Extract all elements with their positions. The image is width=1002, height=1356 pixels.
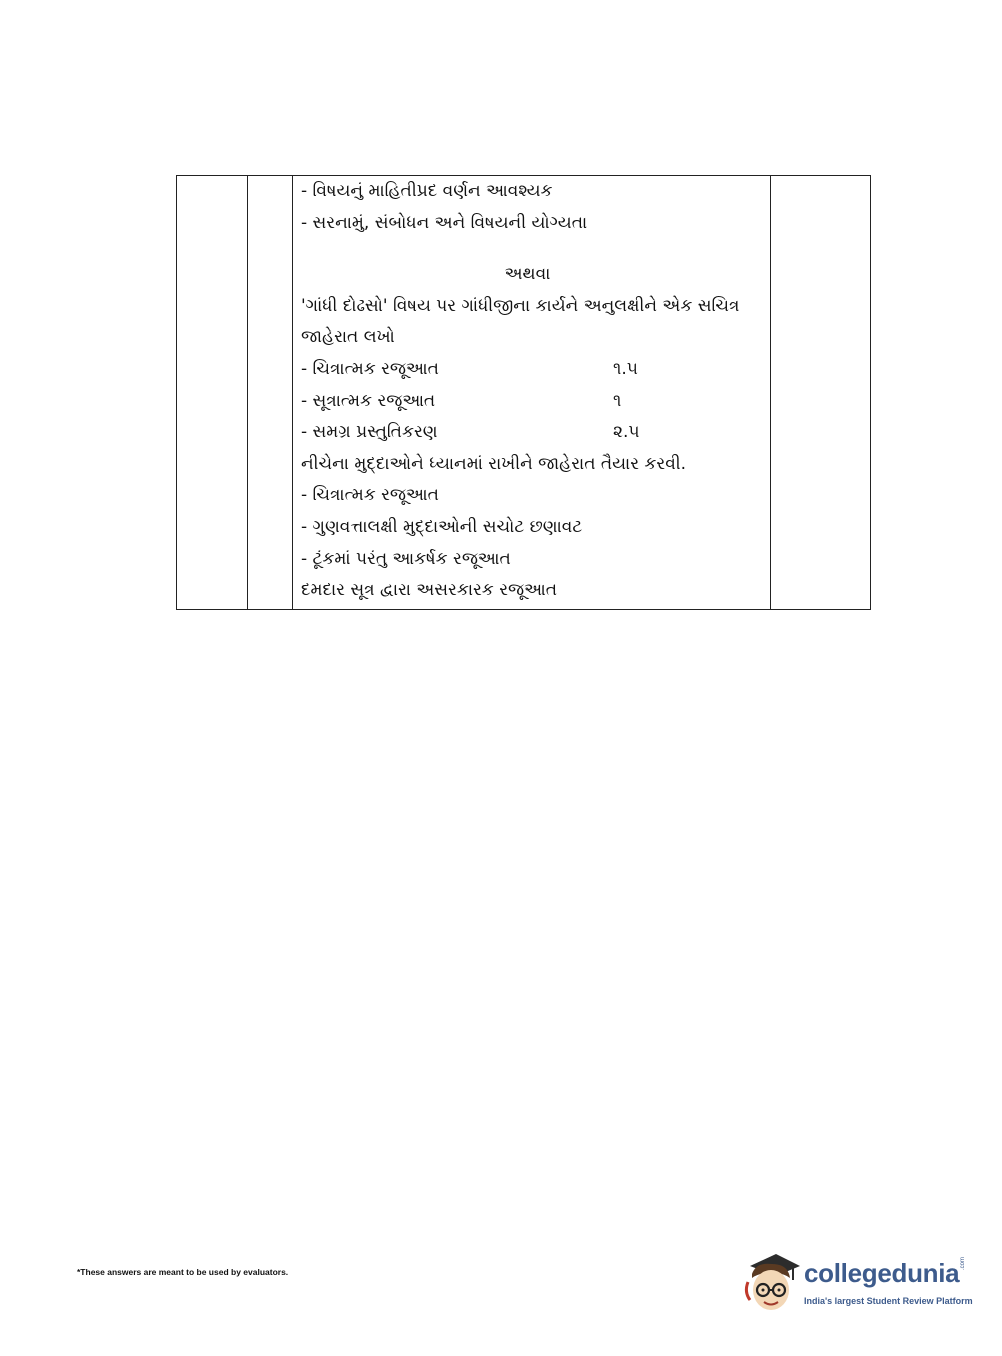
- answer-line: જાહેરાત લખો: [301, 327, 395, 348]
- answer-line: - વિષયનું માહિતીપ્રદ વર્ણન આવશ્યક: [301, 181, 553, 201]
- answer-line: નીચેના મુદ્દાઓને ધ્યાનમાં રાખીને જાહેરાત તૈયાર કરવી.: [301, 453, 687, 474]
- evaluator-note: *These answers are meant to be used by evaluators.: [77, 1267, 289, 1277]
- answer-line: - ગુણવત્તાલક્ષી મુદ્દાઓની સચોટ છણાવટ: [301, 516, 583, 537]
- sub-question-cell: [248, 176, 293, 609]
- answer-line: - ચિત્રાત્મક રજૂઆત: [301, 485, 439, 506]
- answer-line: દમદાર સૂત્ર દ્વારા અસરકારક રજૂઆત: [301, 580, 557, 601]
- criterion-mark: ૧.૫: [613, 358, 638, 379]
- answer-line: 'ગાંધી દોઢસો' વિષય પર ગાંધીજીના કાર્યને અનુલક્ષીને એક સચિત્ર: [301, 295, 740, 316]
- answer-line: - ટૂંકમાં પરંતુ આકર્ષક રજૂઆત: [301, 548, 511, 569]
- criterion-label: - સૂત્રાત્મક રજૂઆત: [301, 390, 436, 411]
- or-divider: અથવા: [504, 264, 551, 285]
- question-number-cell: [177, 176, 248, 609]
- blank-line: [301, 239, 770, 259]
- marking-row: [301, 417, 770, 449]
- logo-suffix: .com: [960, 1256, 966, 1270]
- answer-line: - સરનામું, સંબોધન અને વિષયની યોગ્યતા: [301, 212, 588, 233]
- criterion-label: - સમગ્ર પ્રસ્તુતિકરણ: [301, 422, 438, 443]
- logo-wordmark: collegedunia: [804, 1258, 960, 1288]
- mascot-icon: [742, 1248, 802, 1318]
- logo-tagline: India's largest Student Review Platform: [804, 1296, 973, 1306]
- answer-table: [176, 175, 871, 610]
- marking-row: [301, 354, 770, 386]
- answer-content-cell: [293, 176, 771, 609]
- criterion-mark: ૧: [613, 390, 622, 411]
- criterion-mark: ૨.૫: [613, 422, 640, 443]
- marks-cell: [771, 176, 870, 609]
- criterion-label: - ચિત્રાત્મક રજૂઆત: [301, 358, 439, 379]
- marking-row: [301, 386, 770, 418]
- collegedunia-logo: [742, 1248, 972, 1318]
